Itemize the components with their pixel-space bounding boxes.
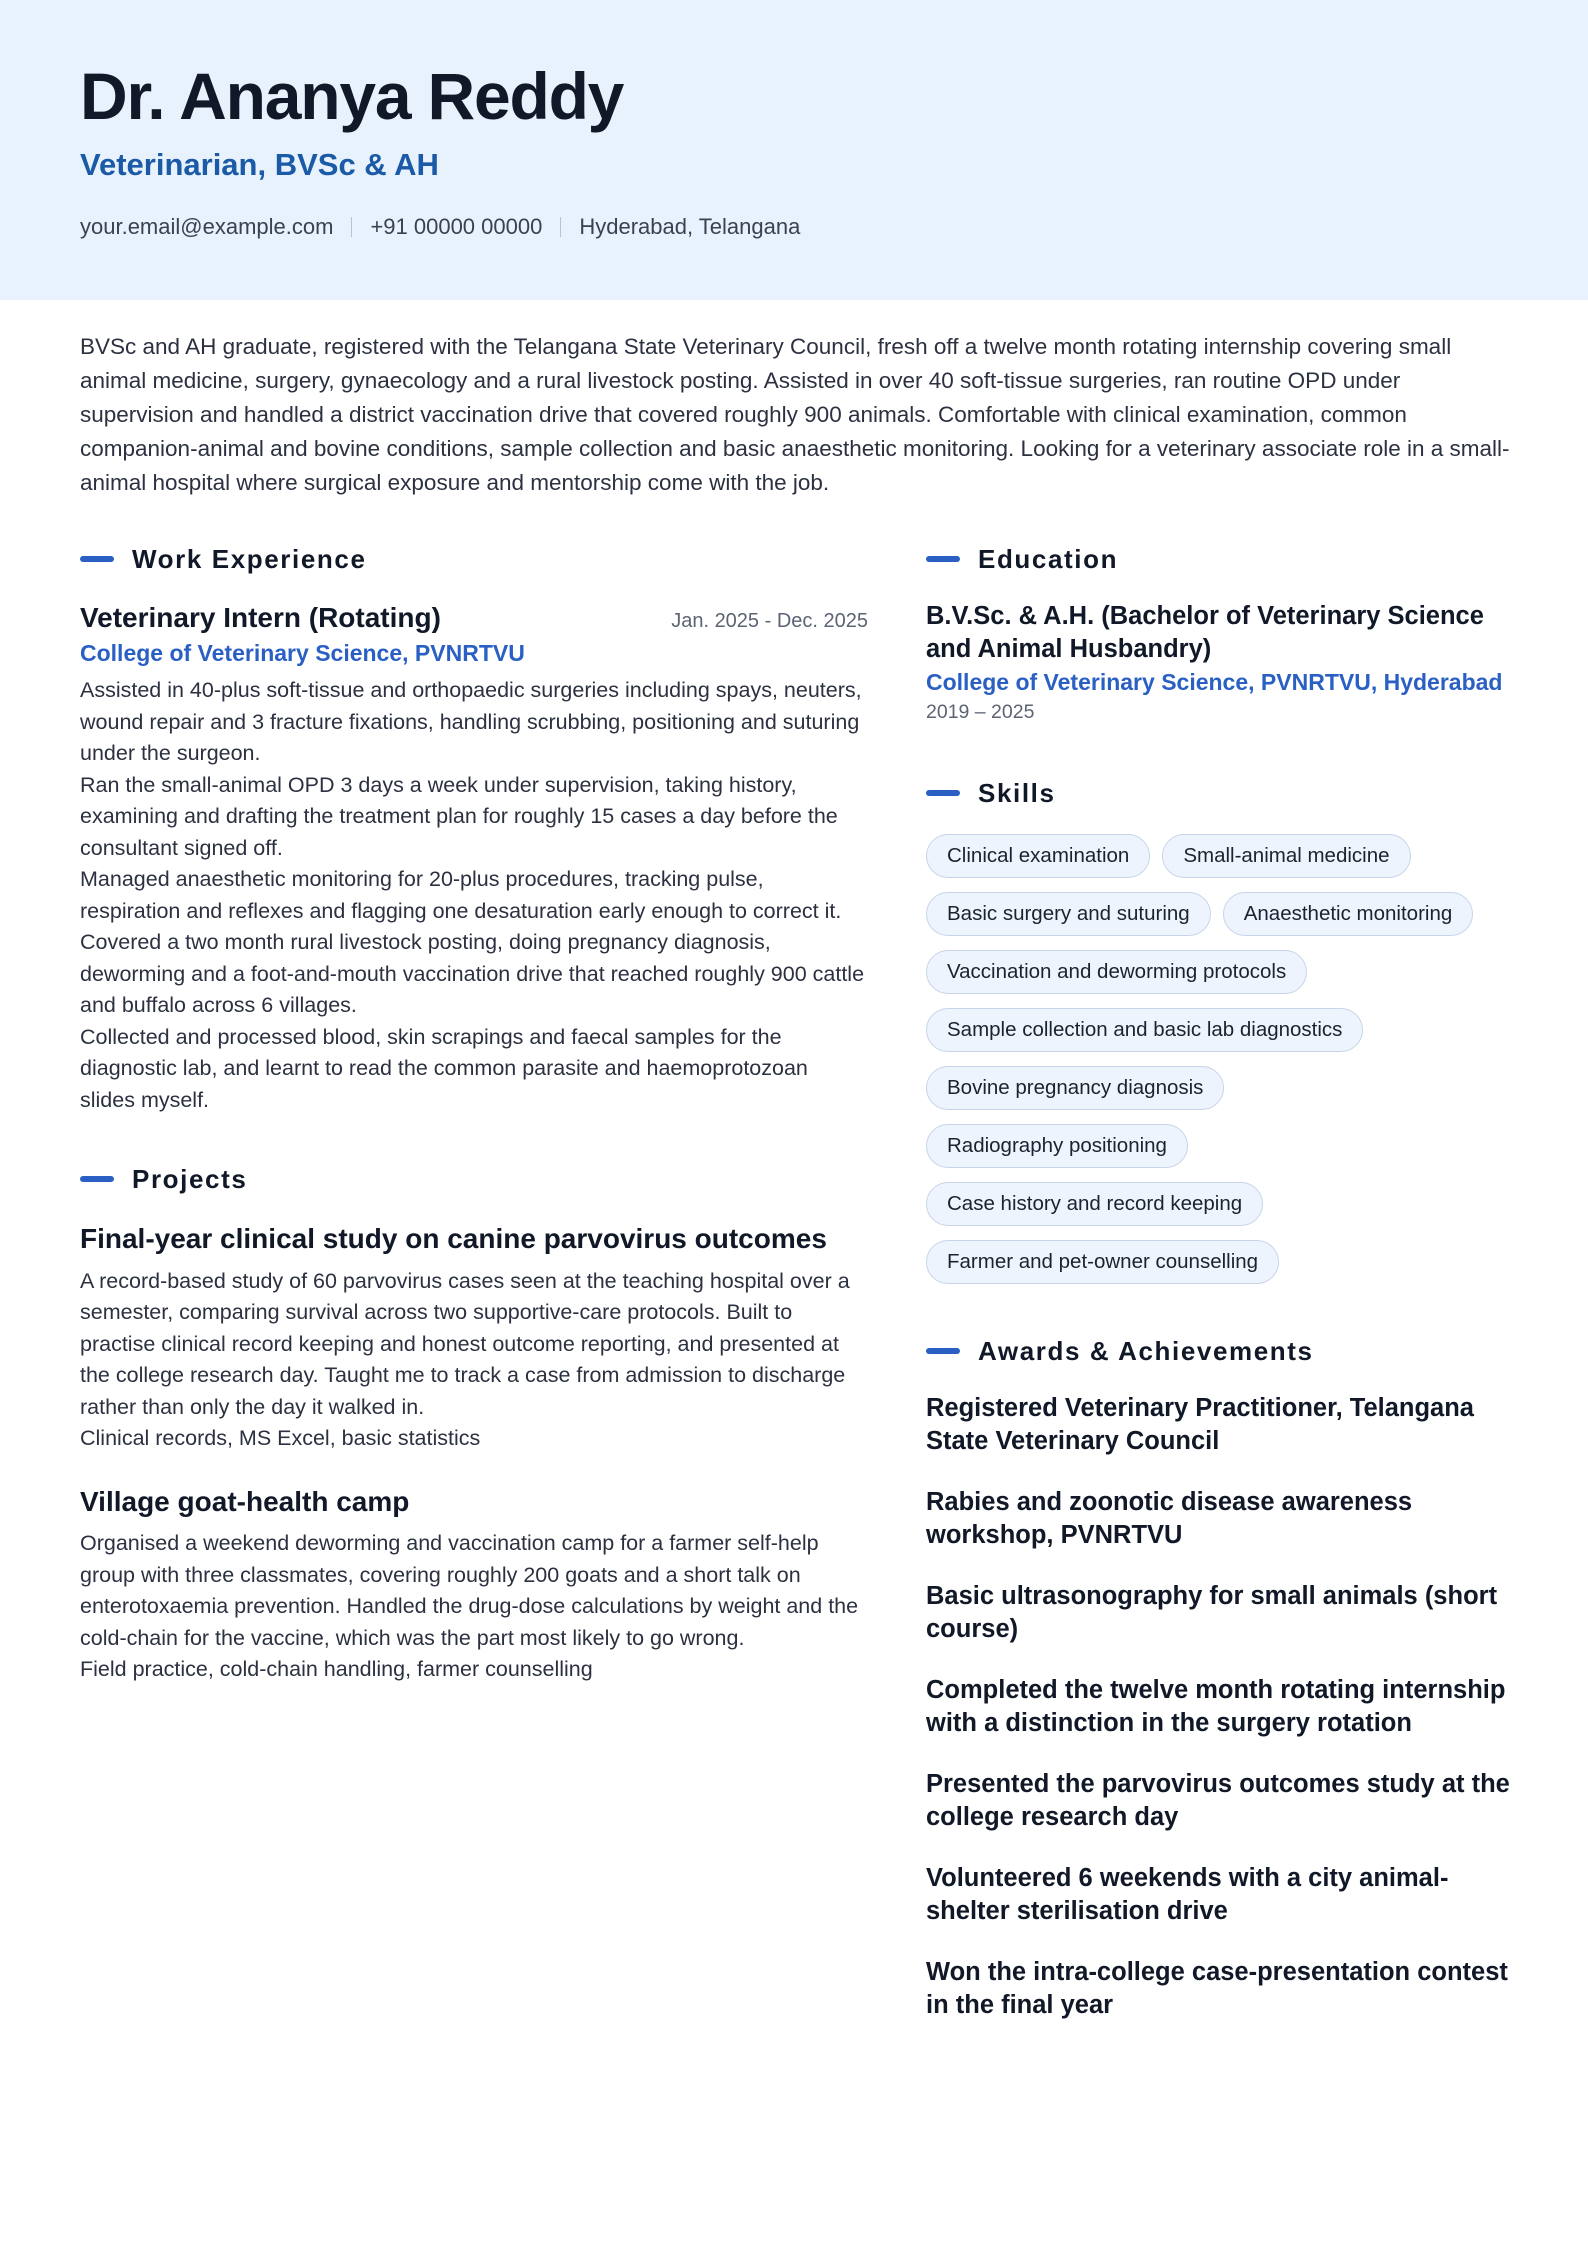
job-header bbox=[80, 602, 868, 634]
section-heading-label: Projects bbox=[132, 1164, 248, 1194]
award-item: Volunteered 6 weekends with a city animal-shelter sterilisation drive bbox=[926, 1864, 1449, 1925]
project-description: Organised a weekend deworming and vaccination camp for a farmer self-help group with three classmates, covering roughly 200 goats and a short talk on enterotoxaemia prevention. Handled the drug-dose calculations by weight and the cold-chain for the vaccine, which was the part most likely to go wrong. bbox=[80, 1531, 859, 1650]
section-marker bbox=[926, 790, 960, 796]
section-marker bbox=[926, 1348, 960, 1354]
section-heading-awards bbox=[926, 1338, 1516, 1364]
experience-entry bbox=[80, 602, 868, 1116]
candidate-title: Veterinarian, BVSc & AH bbox=[80, 147, 439, 182]
contact-line bbox=[80, 214, 800, 240]
skill-chip: Vaccination and deworming protocols bbox=[926, 950, 1307, 994]
section-heading-education bbox=[926, 546, 1516, 572]
project-title: Village goat-health camp bbox=[80, 1485, 410, 1517]
skill-chip: Anaesthetic monitoring bbox=[1223, 892, 1474, 936]
contact-divider bbox=[351, 217, 352, 237]
section-heading-label: Work Experience bbox=[132, 544, 367, 574]
right-column bbox=[926, 546, 1516, 2022]
job-bullet: Managed anaesthetic monitoring for 20-plus procedures, tracking pulse, respiration and reflexes and flagging one desaturation early enough to correct it. bbox=[80, 867, 842, 923]
project-title: Final-year clinical study on canine parvovirus outcomes bbox=[80, 1223, 827, 1254]
contact-divider bbox=[560, 217, 561, 237]
section-heading-label: Education bbox=[978, 544, 1119, 574]
skill-chip: Farmer and pet-owner counselling bbox=[926, 1240, 1279, 1284]
job-bullets bbox=[80, 675, 868, 1116]
award-item: Presented the parvovirus outcomes study at the college research day bbox=[926, 1770, 1510, 1831]
skill-chip: Small-animal medicine bbox=[1162, 834, 1410, 878]
awards-list bbox=[926, 1392, 1516, 2022]
award-item: Registered Veterinary Practitioner, Telangana State Veterinary Council bbox=[926, 1394, 1474, 1455]
section-heading-experience bbox=[80, 546, 868, 572]
education-school: College of Veterinary Science, PVNRTVU, Hyderabad bbox=[926, 669, 1503, 695]
contact-location: Hyderabad, Telangana bbox=[579, 214, 801, 239]
contact-phone[interactable]: +91 00000 00000 bbox=[370, 214, 543, 239]
job-bullet: Assisted in 40-plus soft-tissue and orthopaedic surgeries including spays, neuters, wound repair and 3 fracture fixations, handling scrubbing, positioning and suturing under the surgeon. bbox=[80, 678, 862, 765]
section-heading-skills bbox=[926, 780, 1516, 806]
section-marker bbox=[80, 1176, 114, 1182]
award-item: Completed the twelve month rotating internship with a distinction in the surgery rotation bbox=[926, 1676, 1506, 1737]
project-description: A record-based study of 60 parvovirus cases seen at the teaching hospital over a semester, comparing survival across two supportive-care protocols. Built to practise clinical record keeping and honest outcome reporting, and presented at the college research day. Taught me to track a case from admission to discharge rather than only the day it walked in. bbox=[80, 1268, 850, 1419]
section-marker bbox=[80, 556, 114, 562]
skill-chip: Sample collection and basic lab diagnostics bbox=[926, 1008, 1363, 1052]
job-bullet: Collected and processed blood, skin scrapings and faecal samples for the diagnostic lab, and learnt to read the common parasite and haemoprotozoan slides myself. bbox=[80, 1024, 808, 1112]
skill-chip: Case history and record keeping bbox=[926, 1182, 1263, 1226]
section-marker bbox=[926, 556, 960, 562]
education-years: 2019 – 2025 bbox=[926, 701, 1035, 723]
left-column bbox=[80, 546, 868, 1686]
job-bullet: Covered a two month rural livestock posting, doing pregnancy diagnosis, deworming and a foot-and-mouth vaccination drive that reached roughly 900 cattle and buffalo across 6 villages. bbox=[80, 930, 865, 1017]
skill-chip: Bovine pregnancy diagnosis bbox=[926, 1066, 1224, 1110]
skill-chip: Radiography positioning bbox=[926, 1124, 1188, 1168]
header-banner bbox=[0, 0, 1588, 300]
project-tools: Clinical records, MS Excel, basic statistics bbox=[80, 1426, 481, 1451]
section-heading-label: Awards & Achievements bbox=[978, 1336, 1314, 1366]
skill-chip: Clinical examination bbox=[926, 834, 1150, 878]
job-title: Veterinary Intern (Rotating) bbox=[80, 602, 441, 633]
project-entry bbox=[80, 1485, 868, 1686]
education-degree: B.V.Sc. & A.H. (Bachelor of Veterinary Science and Animal Husbandry) bbox=[926, 602, 1484, 663]
award-item: Basic ultrasonography for small animals (short course) bbox=[926, 1582, 1498, 1643]
contact-email[interactable]: your.email@example.com bbox=[80, 214, 334, 239]
skill-chip: Basic surgery and suturing bbox=[926, 892, 1211, 936]
project-tools: Field practice, cold-chain handling, farmer counselling bbox=[80, 1657, 593, 1682]
award-item: Won the intra-college case-presentation contest in the final year bbox=[926, 1958, 1508, 2019]
candidate-name: Dr. Ananya Reddy bbox=[80, 59, 624, 133]
project-entry bbox=[80, 1222, 868, 1455]
job-organization: College of Veterinary Science, PVNRTVU bbox=[80, 640, 525, 666]
job-dates: Jan. 2025 - Dec. 2025 bbox=[671, 610, 868, 632]
job-bullet: Ran the small-animal OPD 3 days a week under supervision, taking history, examining and drafting the treatment plan for roughly 15 cases a day before the consultant signed off. bbox=[80, 772, 838, 860]
section-heading-projects bbox=[80, 1166, 868, 1192]
skills-list bbox=[926, 834, 1486, 1284]
award-item: Rabies and zoonotic disease awareness workshop, PVNRTVU bbox=[926, 1488, 1413, 1549]
professional-summary: BVSc and AH graduate, registered with the Telangana State Veterinary Council, fresh off a twelve month rotating internship covering small animal medicine, surgery, gynaecology and a rural livestock posting. Assisted in over 40 soft-tissue surgeries, ran routine OPD under supervision and handled a district vaccination drive that covered roughly 900 animals. Comfortable with clinical examination, common companion-animal and bovine conditions, sample collection and basic anaesthetic monitoring. Looking for a veterinary associate role in a small-animal hospital where surgical exposure and mentorship come with the job. bbox=[80, 334, 1510, 495]
section-heading-label: Skills bbox=[978, 778, 1056, 808]
